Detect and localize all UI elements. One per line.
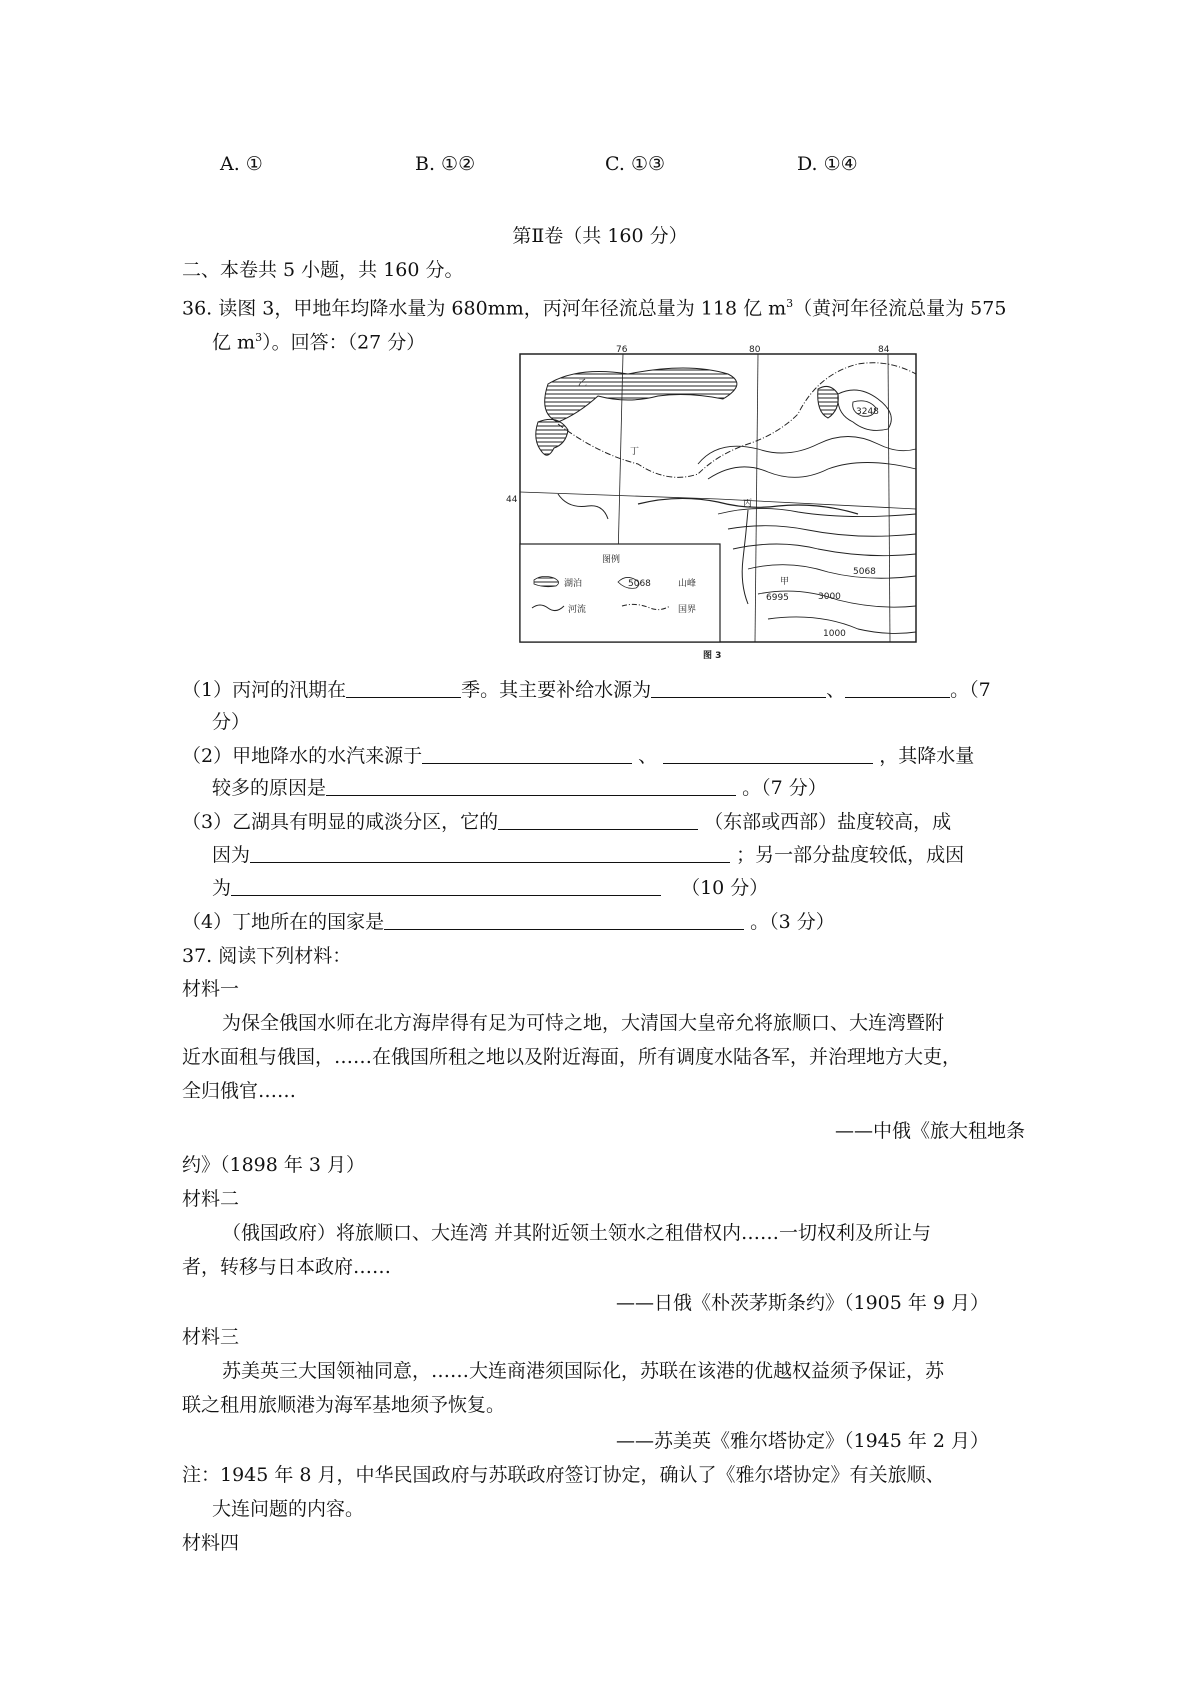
blank-2-1[interactable] xyxy=(422,743,632,764)
blank-3-1[interactable] xyxy=(498,809,698,830)
legend-border: 国界 xyxy=(678,605,697,615)
blank-2-2[interactable] xyxy=(663,743,873,764)
material-1-line-1: 为保全俄国水师在北方海岸得有足为可恃之地，大清国大皇帝允将旅顺口、大连湾暨附 xyxy=(222,1012,945,1034)
q36-part-3-cont: 因为 ；另一部分盐度较低，成因 xyxy=(212,844,965,866)
option-b: B. ①② xyxy=(415,153,476,175)
q36-line-1: 36. 读图 3，甲地年均降水量为 680mm，丙河年径流总量为 118 亿 $m^3$（黄河年径流总量为 575 xyxy=(182,297,1007,320)
blank-1-1[interactable] xyxy=(346,677,461,698)
place-bing: 丙 xyxy=(743,499,753,509)
latitude-44: 44 xyxy=(506,495,518,505)
place-ding: 丁 xyxy=(630,447,640,457)
q36-part-1: （1）丙河的汛期在 季。其主要补给水源为 、 。（7 xyxy=(182,679,991,701)
q36-part-2-cont: 较多的原因是 。（7 分） xyxy=(212,777,827,799)
material-1-label: 材料一 xyxy=(182,978,240,1000)
legend-river: 河流 xyxy=(568,605,587,615)
q36-part-4: （4）丁地所在的国家是 。（3 分） xyxy=(182,911,835,933)
material-2-label: 材料二 xyxy=(182,1188,240,1210)
note-line-1: 注：1945 年 8 月，中华民国政府与苏联政府签订协定，确认了《雅尔塔协定》有关旅顺、 xyxy=(182,1464,945,1486)
q36-part-3: （3）乙湖具有明显的咸淡分区，它的 （东部或西部）盐度较高，成 xyxy=(182,811,952,833)
material-1-source-cont: 约》（1898 年 3 月） xyxy=(182,1154,366,1176)
section-title: 第Ⅱ卷（共 160 分） xyxy=(512,225,688,247)
option-c: C. ①③ xyxy=(605,153,666,175)
legend-lake: 湖泊 xyxy=(564,579,583,589)
elevation-6995: 6995 xyxy=(766,593,789,603)
longitude-80: 80 xyxy=(749,345,761,355)
material-2-line-2: 者，转移与日本政府…… xyxy=(182,1256,392,1278)
section-intro: 二、本卷共 5 小题，共 160 分。 xyxy=(182,259,464,281)
material-3-line-1: 苏美英三大国领袖同意，……大连商港须国际化，苏联在该港的优越权益须予保证，苏 xyxy=(222,1360,945,1382)
blank-1-2[interactable] xyxy=(651,677,826,698)
material-1-source: ——中俄《旅大租地条 xyxy=(834,1120,1025,1142)
legend-peak: 山峰 xyxy=(678,579,697,589)
blank-3-2[interactable] xyxy=(250,842,730,863)
blank-1-3[interactable] xyxy=(845,677,950,698)
elevation-3248: 3248 xyxy=(856,407,879,417)
material-2-line-1: （俄国政府）将旅顺口、大连湾 并其附近领土领水之租借权内……一切权利及所让与 xyxy=(222,1222,932,1244)
longitude-84: 84 xyxy=(878,345,890,355)
place-jia: 甲 xyxy=(780,577,790,587)
place-yi: 乙 xyxy=(578,379,588,389)
option-a: A. ① xyxy=(220,153,263,175)
figure-3-map xyxy=(506,344,918,664)
note-line-2: 大连问题的内容。 xyxy=(212,1498,365,1520)
material-1-line-3: 全归俄官…… xyxy=(182,1080,297,1102)
material-1-line-2: 近水面租与俄国，……在俄国所租之地以及附近海面，所有调度水陆各军，并治理地方大吏， xyxy=(182,1046,962,1068)
material-3-source: ——苏美英《雅尔塔协定》（1945 年 2 月） xyxy=(616,1430,990,1452)
blank-4-1[interactable] xyxy=(384,909,744,930)
q36-line-2: 亿 $m^3$）。回答：（27 分） xyxy=(212,331,426,354)
q36-part-1-cont: 分） xyxy=(212,711,251,733)
elevation-3000: 3000 xyxy=(818,592,841,602)
longitude-76: 76 xyxy=(616,345,628,355)
elevation-1000: 1000 xyxy=(823,629,846,639)
q36-part-2: （2）甲地降水的水汽来源于 、 ，其降水量 xyxy=(182,745,975,767)
elevation-5068: 5068 xyxy=(853,567,876,577)
material-2-source: ——日俄《朴茨茅斯条约》（1905 年 9 月） xyxy=(616,1292,990,1314)
q36-part-3-cont2: 为 （10 分） xyxy=(212,877,769,899)
material-4-label: 材料四 xyxy=(182,1532,240,1554)
legend-peak-value: 5068 xyxy=(628,579,651,589)
material-3-label: 材料三 xyxy=(182,1326,240,1348)
option-d: D. ①④ xyxy=(797,153,858,175)
figure-caption: 图 3 xyxy=(703,651,722,661)
blank-2-3[interactable] xyxy=(326,775,736,796)
legend-title: 图例 xyxy=(602,555,621,565)
blank-3-3[interactable] xyxy=(231,875,661,896)
q37-title: 37. 阅读下列材料： xyxy=(182,945,352,967)
material-3-line-2: 联之租用旅顺港为海军基地须予恢复。 xyxy=(182,1394,506,1416)
